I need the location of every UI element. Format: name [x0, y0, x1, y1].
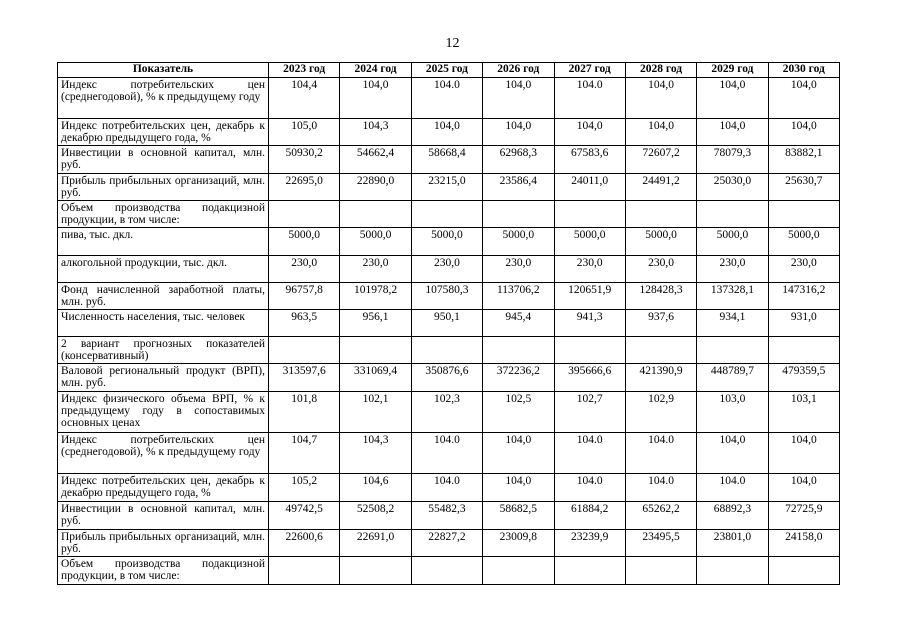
cell-value: 102,1: [340, 392, 411, 433]
cell-value: 83882,1: [768, 146, 839, 174]
cell-value: [697, 337, 768, 364]
cell-value: 104,0: [483, 78, 554, 119]
row-label: Индекс потребительских цен, декабрь к декабрю предыдущего года, %: [58, 474, 269, 502]
cell-value: 5000,0: [411, 228, 482, 256]
cell-value: 5000,0: [483, 228, 554, 256]
column-header-year: 2028 год: [625, 63, 696, 78]
cell-value: [340, 337, 411, 364]
cell-value: 331069,4: [340, 364, 411, 392]
cell-value: 230,0: [340, 256, 411, 283]
cell-value: 945,4: [483, 310, 554, 337]
row-label: Объем производства подакцизной продукции, в том числе:: [58, 201, 269, 228]
cell-value: 104,0: [483, 474, 554, 502]
cell-value: 101,8: [269, 392, 340, 433]
table-body: [58, 78, 840, 585]
cell-value: 23801,0: [697, 530, 768, 557]
cell-value: 5000,0: [768, 228, 839, 256]
cell-value: 5000,0: [625, 228, 696, 256]
cell-value: 104,0: [768, 78, 839, 119]
cell-value: 448789,7: [697, 364, 768, 392]
row-label: Индекс физического объема ВРП, % к предыдущему году в сопоставимых основных ценах: [58, 392, 269, 433]
cell-value: 25630,7: [768, 174, 839, 201]
cell-value: 963,5: [269, 310, 340, 337]
cell-value: 103,1: [768, 392, 839, 433]
cell-value: [554, 201, 625, 228]
cell-value: 25030,0: [697, 174, 768, 201]
cell-value: [483, 201, 554, 228]
cell-value: [483, 337, 554, 364]
column-header-year: 2027 год: [554, 63, 625, 78]
row-label: Индекс потребительских цен (среднегодовой), % к предыдущему году: [58, 78, 269, 119]
cell-value: 107580,3: [411, 283, 482, 310]
cell-value: 104,0: [697, 119, 768, 146]
cell-value: 230,0: [483, 256, 554, 283]
cell-value: 23495,5: [625, 530, 696, 557]
cell-value: 23009,8: [483, 530, 554, 557]
cell-value: 22827,2: [411, 530, 482, 557]
cell-value: 67583,6: [554, 146, 625, 174]
table-row: [58, 310, 840, 337]
table-header: [58, 63, 840, 78]
cell-value: 147316,2: [768, 283, 839, 310]
cell-value: 101978,2: [340, 283, 411, 310]
row-label: Инвестиции в основной капитал, млн. руб.: [58, 146, 269, 174]
row-label: алкогольной продукции, тыс. дкл.: [58, 256, 269, 283]
table-row: [58, 201, 840, 228]
cell-value: 104,0: [768, 474, 839, 502]
cell-value: [768, 557, 839, 585]
cell-value: 104,0: [697, 433, 768, 474]
cell-value: [340, 557, 411, 585]
row-label: Объем производства подакцизной продукции, в том числе:: [58, 557, 269, 585]
cell-value: 103,0: [697, 392, 768, 433]
cell-value: 956,1: [340, 310, 411, 337]
row-label: Прибыль прибыльных организаций, млн. руб.: [58, 530, 269, 557]
cell-value: 113706,2: [483, 283, 554, 310]
row-label: Прибыль прибыльных организаций, млн. руб.: [58, 174, 269, 201]
cell-value: 104,0: [768, 119, 839, 146]
cell-value: 104.0: [625, 474, 696, 502]
cell-value: 22600,6: [269, 530, 340, 557]
cell-value: 104.0: [554, 433, 625, 474]
row-label: Индекс потребительских цен (среднегодовой), % к предыдущему году: [58, 433, 269, 474]
row-label: Валовой региональный продукт (ВРП), млн. руб.: [58, 364, 269, 392]
cell-value: 104,0: [483, 119, 554, 146]
cell-value: 941,3: [554, 310, 625, 337]
table-row: [58, 119, 840, 146]
cell-value: 54662,4: [340, 146, 411, 174]
table-row: [58, 78, 840, 119]
row-label: Инвестиции в основной капитал, млн. руб.: [58, 502, 269, 530]
cell-value: 372236,2: [483, 364, 554, 392]
cell-value: 137328,1: [697, 283, 768, 310]
cell-value: 230,0: [269, 256, 340, 283]
cell-value: 395666,6: [554, 364, 625, 392]
cell-value: [625, 337, 696, 364]
cell-value: [625, 557, 696, 585]
table-row: [58, 364, 840, 392]
cell-value: 72725,9: [768, 502, 839, 530]
table-row: [58, 433, 840, 474]
cell-value: 104,6: [340, 474, 411, 502]
cell-value: 23239,9: [554, 530, 625, 557]
cell-value: 931,0: [768, 310, 839, 337]
cell-value: [340, 201, 411, 228]
cell-value: [768, 201, 839, 228]
table-row: [58, 337, 840, 364]
cell-value: 96757,8: [269, 283, 340, 310]
cell-value: [269, 201, 340, 228]
cell-value: 128428,3: [625, 283, 696, 310]
cell-value: 230,0: [554, 256, 625, 283]
forecast-table: [57, 62, 840, 585]
cell-value: 62968,3: [483, 146, 554, 174]
cell-value: 22890,0: [340, 174, 411, 201]
cell-value: 24491,2: [625, 174, 696, 201]
table-row: [58, 228, 840, 256]
cell-value: 72607,2: [625, 146, 696, 174]
cell-value: 5000,0: [269, 228, 340, 256]
cell-value: 22691,0: [340, 530, 411, 557]
cell-value: 24011,0: [554, 174, 625, 201]
table-row: [58, 557, 840, 585]
column-header-year: 2029 год: [697, 63, 768, 78]
column-header-year: 2025 год: [411, 63, 482, 78]
cell-value: 5000,0: [554, 228, 625, 256]
column-header-year: 2026 год: [483, 63, 554, 78]
cell-value: 102,7: [554, 392, 625, 433]
cell-value: 102,9: [625, 392, 696, 433]
column-header-indicator: Показатель: [58, 63, 269, 78]
cell-value: 104,0: [554, 119, 625, 146]
table-row: [58, 283, 840, 310]
row-label: пива, тыс. дкл.: [58, 228, 269, 256]
cell-value: 22695,0: [269, 174, 340, 201]
cell-value: [483, 557, 554, 585]
cell-value: 50930,2: [269, 146, 340, 174]
cell-value: 65262,2: [625, 502, 696, 530]
cell-value: 104.0: [411, 78, 482, 119]
cell-value: 421390,9: [625, 364, 696, 392]
cell-value: 934,1: [697, 310, 768, 337]
cell-value: 104.0: [411, 474, 482, 502]
cell-value: 104,4: [269, 78, 340, 119]
cell-value: 230,0: [411, 256, 482, 283]
cell-value: 104.0: [411, 433, 482, 474]
cell-value: 230,0: [768, 256, 839, 283]
cell-value: 104,0: [697, 78, 768, 119]
cell-value: 102,3: [411, 392, 482, 433]
cell-value: 5000,0: [697, 228, 768, 256]
row-label: Фонд начисленной заработной платы, млн. руб.: [58, 283, 269, 310]
cell-value: [269, 557, 340, 585]
table-row: [58, 146, 840, 174]
row-label: Индекс потребительских цен, декабрь к декабрю предыдущего года, %: [58, 119, 269, 146]
cell-value: 104,0: [768, 433, 839, 474]
cell-value: 937,6: [625, 310, 696, 337]
cell-value: 120651,9: [554, 283, 625, 310]
cell-value: 350876,6: [411, 364, 482, 392]
cell-value: [269, 337, 340, 364]
cell-value: 104.0: [554, 474, 625, 502]
cell-value: [411, 337, 482, 364]
table-row: [58, 502, 840, 530]
cell-value: 68892,3: [697, 502, 768, 530]
table-row: [58, 530, 840, 557]
cell-value: [554, 557, 625, 585]
row-label: 2 вариант прогнозных показателей (консервативный): [58, 337, 269, 364]
cell-value: 104,0: [483, 433, 554, 474]
column-header-year: 2024 год: [340, 63, 411, 78]
cell-value: 104,3: [340, 119, 411, 146]
cell-value: 23215,0: [411, 174, 482, 201]
cell-value: 104.0: [554, 78, 625, 119]
table-row: [58, 256, 840, 283]
cell-value: 104,3: [340, 433, 411, 474]
cell-value: 49742,5: [269, 502, 340, 530]
table-row: [58, 392, 840, 433]
page-number: 12: [445, 36, 460, 51]
cell-value: [554, 337, 625, 364]
cell-value: 105,0: [269, 119, 340, 146]
cell-value: 58668,4: [411, 146, 482, 174]
cell-value: 104,7: [269, 433, 340, 474]
cell-value: 950,1: [411, 310, 482, 337]
cell-value: 5000,0: [340, 228, 411, 256]
cell-value: [625, 201, 696, 228]
table-row: [58, 174, 840, 201]
cell-value: 230,0: [625, 256, 696, 283]
cell-value: [411, 201, 482, 228]
cell-value: 313597,6: [269, 364, 340, 392]
cell-value: 105,2: [269, 474, 340, 502]
cell-value: 24158,0: [768, 530, 839, 557]
cell-value: 230,0: [697, 256, 768, 283]
cell-value: [768, 337, 839, 364]
cell-value: [697, 557, 768, 585]
header-row: [58, 63, 840, 78]
cell-value: 104.0: [697, 474, 768, 502]
cell-value: 104.0: [625, 433, 696, 474]
table-row: [58, 474, 840, 502]
cell-value: 104,0: [411, 119, 482, 146]
cell-value: 58682,5: [483, 502, 554, 530]
cell-value: 52508,2: [340, 502, 411, 530]
cell-value: 104,0: [625, 119, 696, 146]
cell-value: [411, 557, 482, 585]
cell-value: 78079,3: [697, 146, 768, 174]
column-header-year: 2023 год: [269, 63, 340, 78]
cell-value: 23586,4: [483, 174, 554, 201]
cell-value: 479359,5: [768, 364, 839, 392]
row-label: Численность населения, тыс. человек: [58, 310, 269, 337]
cell-value: 55482,3: [411, 502, 482, 530]
cell-value: [697, 201, 768, 228]
cell-value: 102,5: [483, 392, 554, 433]
cell-value: 104,0: [340, 78, 411, 119]
cell-value: 61884,2: [554, 502, 625, 530]
cell-value: 104,0: [625, 78, 696, 119]
column-header-year: 2030 год: [768, 63, 839, 78]
